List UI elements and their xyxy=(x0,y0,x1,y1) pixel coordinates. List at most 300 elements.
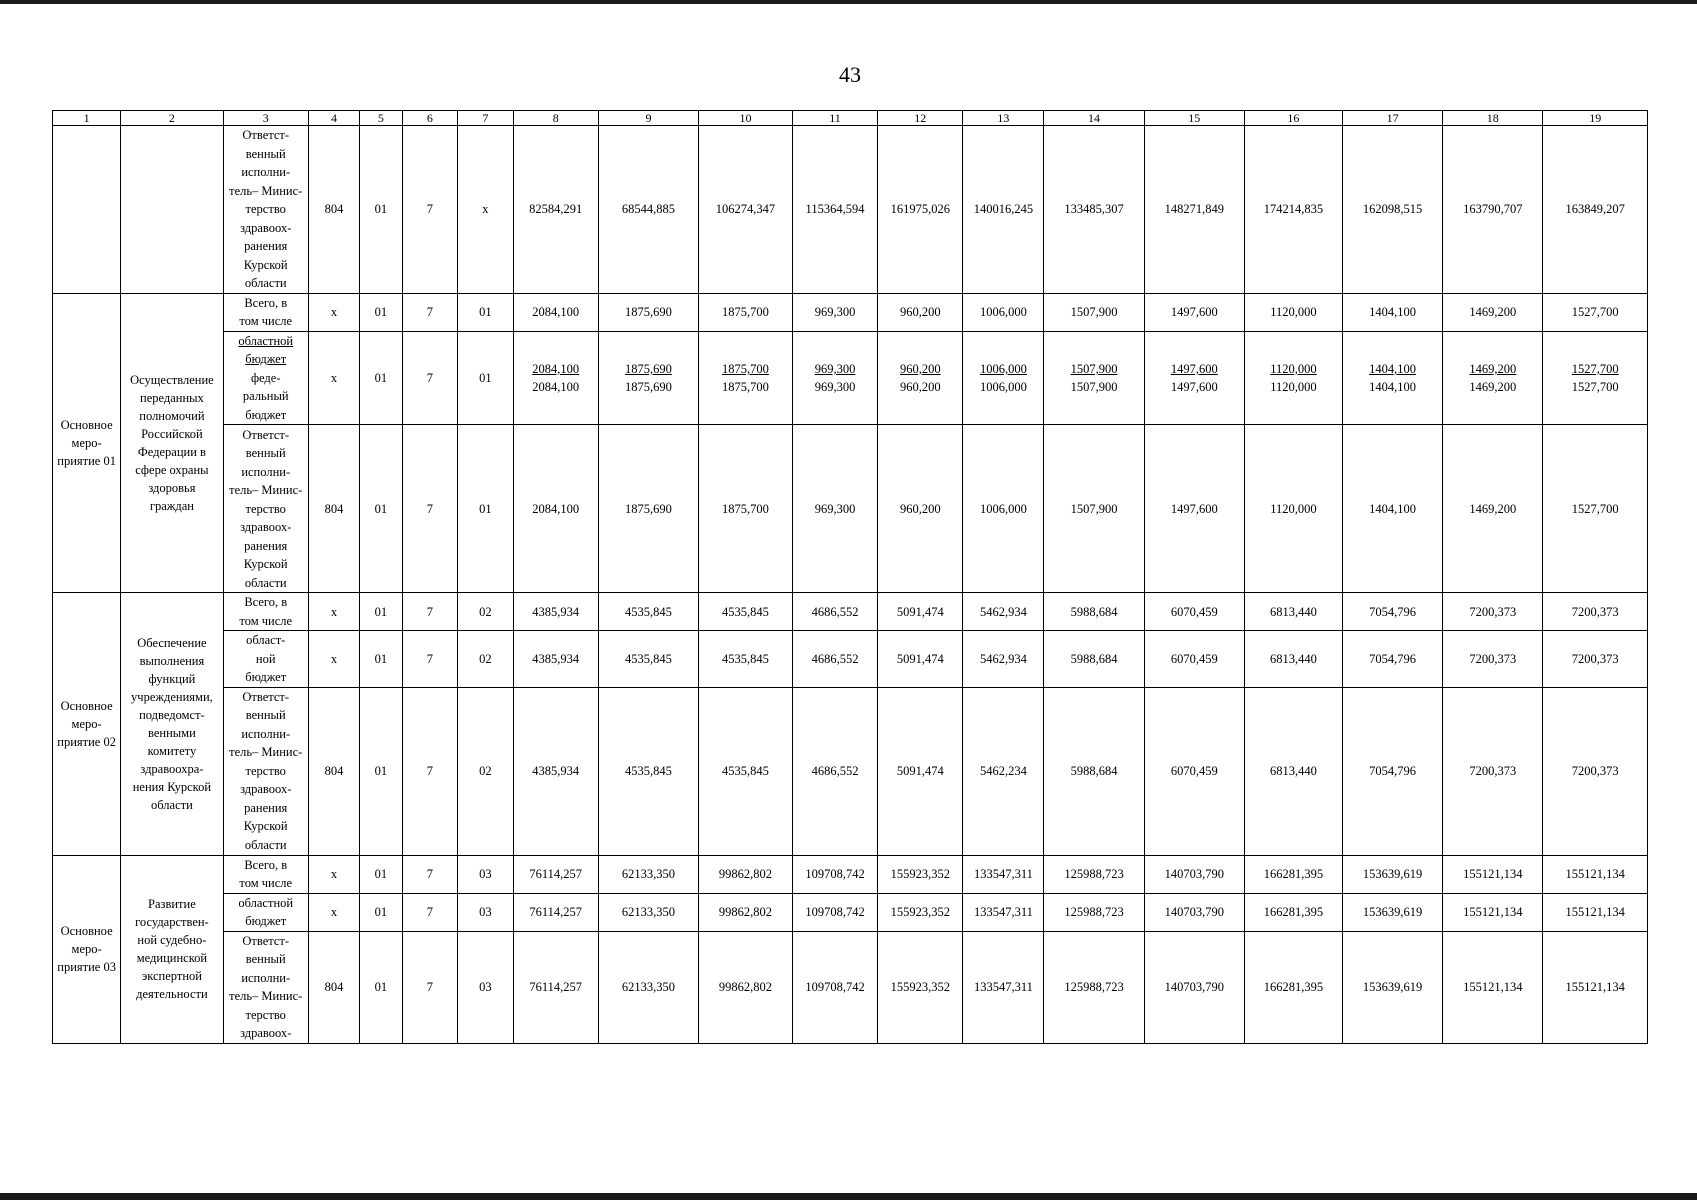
value-cell: 1469,200 xyxy=(1443,293,1543,331)
cell-line: здоровья xyxy=(148,481,196,495)
value-cell: 7200,373 xyxy=(1543,687,1648,855)
value-cell: 1507,900 xyxy=(1044,425,1144,593)
value-cell: 5091,474 xyxy=(878,631,963,688)
value-cell: 2084,100 xyxy=(513,425,598,593)
cell-line: бюджет xyxy=(245,914,287,929)
activity-description-cell xyxy=(121,293,223,592)
value-cell: 6813,440 xyxy=(1244,631,1342,688)
value-cell: 109708,742 xyxy=(792,855,877,893)
value-line: 960,200 xyxy=(899,380,941,395)
header-cell-6: 6 xyxy=(402,111,457,126)
value-cell: 155121,134 xyxy=(1443,931,1543,1043)
cell-line: терство xyxy=(245,763,286,778)
cell-line: тель– Минис- xyxy=(229,183,303,198)
value-cell: 5988,684 xyxy=(1044,593,1144,631)
value-line: 1527,700 xyxy=(1571,362,1619,377)
cell-line: Курской xyxy=(243,819,288,834)
value-line: 1875,690 xyxy=(625,362,672,377)
code-cell: 7 xyxy=(402,687,457,855)
value-line: 1469,200 xyxy=(1469,362,1517,377)
budget-table xyxy=(52,110,1648,1044)
value-cell: 153639,619 xyxy=(1342,931,1442,1043)
value-cell: 125988,723 xyxy=(1044,855,1144,893)
cell-line: тель– Минис- xyxy=(229,745,303,760)
value-cell: 140016,245 xyxy=(963,126,1044,294)
value-line: 1875,700 xyxy=(722,380,769,395)
cell-line: ной xyxy=(255,651,276,666)
cell-line: меро- xyxy=(71,942,102,957)
cell-line: областной xyxy=(238,895,294,910)
value-cell: 4686,552 xyxy=(792,631,877,688)
table-row xyxy=(53,631,1648,688)
activity-name-cell xyxy=(53,855,121,1043)
code-cell: 02 xyxy=(458,631,513,688)
value-cell: 140703,790 xyxy=(1144,855,1244,893)
value-line: 2084,100 xyxy=(532,380,580,395)
cell-line: Основное xyxy=(60,418,113,432)
value-cell: 1527,700 xyxy=(1543,293,1648,331)
value-cell: 5091,474 xyxy=(878,593,963,631)
cell-line: исполни- xyxy=(241,464,291,479)
table-row xyxy=(53,126,1648,294)
value-line: 2084,100 xyxy=(532,362,580,377)
funding-source-cell xyxy=(223,631,308,688)
header-cell-7: 7 xyxy=(458,111,513,126)
code-cell: 804 xyxy=(308,931,359,1043)
cell-line: области xyxy=(244,837,287,852)
value-cell: 133547,311 xyxy=(963,931,1044,1043)
cell-line: областной xyxy=(238,333,294,348)
value-cell: 62133,350 xyxy=(598,893,698,931)
value-cell: 4535,845 xyxy=(598,631,698,688)
value-cell: 4385,934 xyxy=(513,687,598,855)
value-cell: 99862,802 xyxy=(699,931,793,1043)
value-cell: 5988,684 xyxy=(1044,631,1144,688)
value-cell: 125988,723 xyxy=(1044,893,1144,931)
value-cell: 7200,373 xyxy=(1543,631,1648,688)
value-line: 1006,000 xyxy=(979,380,1027,395)
header-cell-4: 4 xyxy=(308,111,359,126)
code-cell: 01 xyxy=(360,687,403,855)
value-cell: 162098,515 xyxy=(1342,126,1442,294)
cell-line: ранения xyxy=(244,239,288,254)
cell-line: Курской xyxy=(243,557,288,572)
value-cell: 1404,100 xyxy=(1342,293,1442,331)
cell-line: здравоох- xyxy=(240,220,292,235)
code-cell: 7 xyxy=(402,631,457,688)
value-cell: 82584,291 xyxy=(513,126,598,294)
code-cell: 01 xyxy=(458,293,513,331)
value-cell: 115364,594 xyxy=(792,126,877,294)
cell-line: Осуществление xyxy=(130,373,214,387)
activity-name-cell xyxy=(53,593,121,855)
code-cell: 7 xyxy=(402,931,457,1043)
value-cell: 4535,845 xyxy=(699,593,793,631)
code-cell: 7 xyxy=(402,593,457,631)
cell-line: Ответст- xyxy=(242,933,290,948)
scan-top-edge xyxy=(0,0,1697,4)
value-cell: 960,200 xyxy=(878,293,963,331)
code-cell: 01 xyxy=(360,293,403,331)
cell-line: учреждениями, xyxy=(131,689,213,704)
value-cell: 133485,307 xyxy=(1044,126,1144,294)
value-cell: 7054,796 xyxy=(1342,687,1442,855)
code-cell: 01 xyxy=(360,893,403,931)
table-row xyxy=(53,855,1648,893)
value-cell: 4535,845 xyxy=(598,593,698,631)
code-cell: 7 xyxy=(402,126,457,294)
cell-line: Развитие xyxy=(148,897,196,912)
header-cell-15: 15 xyxy=(1144,111,1244,126)
cell-line: области xyxy=(244,276,287,291)
code-cell: х xyxy=(458,126,513,294)
value-cell: 1497,600 xyxy=(1144,293,1244,331)
value-cell: 7054,796 xyxy=(1342,593,1442,631)
value-cell: 155923,352 xyxy=(878,893,963,931)
table-row xyxy=(53,687,1648,855)
cell-line: Основное xyxy=(60,698,113,713)
value-cell: 109708,742 xyxy=(792,931,877,1043)
value-line: 1120,000 xyxy=(1270,380,1317,395)
cell-line: исполни- xyxy=(241,970,291,985)
cell-line: области xyxy=(151,797,193,812)
value-cell: 140703,790 xyxy=(1144,931,1244,1043)
value-line: 1507,900 xyxy=(1070,362,1118,377)
code-cell: 7 xyxy=(402,331,457,425)
cell-line: области xyxy=(244,575,287,590)
value-cell: 161975,026 xyxy=(878,126,963,294)
cell-line: выполнения xyxy=(139,653,205,668)
value-cell xyxy=(1443,331,1543,425)
header-cell-2: 2 xyxy=(121,111,223,126)
code-cell: х xyxy=(308,855,359,893)
cell-line: Основное xyxy=(60,924,113,939)
funding-source-cell xyxy=(223,893,308,931)
code-cell: 804 xyxy=(308,126,359,294)
value-cell: 1120,000 xyxy=(1244,425,1342,593)
cell-line: деятельности xyxy=(136,987,208,1002)
cell-line: Всего, в xyxy=(244,857,288,872)
value-cell: 1006,000 xyxy=(963,293,1044,331)
value-cell: 153639,619 xyxy=(1342,893,1442,931)
value-cell: 125988,723 xyxy=(1044,931,1144,1043)
funding-source-cell xyxy=(223,855,308,893)
cell-line: терство xyxy=(245,1007,286,1022)
header-row xyxy=(53,111,1648,126)
cell-line: терство xyxy=(245,501,286,516)
value-line: 1006,000 xyxy=(979,362,1027,377)
value-cell: 1120,000 xyxy=(1244,293,1342,331)
value-cell: 155923,352 xyxy=(878,931,963,1043)
value-line: 1404,100 xyxy=(1369,362,1416,377)
code-cell: 01 xyxy=(360,425,403,593)
value-cell: 7200,373 xyxy=(1443,593,1543,631)
value-cell: 5988,684 xyxy=(1044,687,1144,855)
value-cell: 1006,000 xyxy=(963,425,1044,593)
value-line: 1497,600 xyxy=(1170,380,1218,395)
header-cell-5: 5 xyxy=(360,111,403,126)
cell-line: приятие 01 xyxy=(57,454,116,468)
cell-line: тель– Минис- xyxy=(229,483,303,498)
value-cell: 155121,134 xyxy=(1543,931,1648,1043)
cell-line: исполни- xyxy=(241,726,291,741)
value-cell: 6813,440 xyxy=(1244,687,1342,855)
header-cell-9: 9 xyxy=(598,111,698,126)
value-cell: 6070,459 xyxy=(1144,631,1244,688)
code-cell: 01 xyxy=(360,931,403,1043)
code-cell: 01 xyxy=(458,425,513,593)
cell-line: Ответст- xyxy=(242,427,290,442)
cell-line: венный xyxy=(245,146,286,161)
value-cell: 99862,802 xyxy=(699,855,793,893)
value-cell xyxy=(1044,331,1144,425)
value-cell xyxy=(598,331,698,425)
value-cell: 4385,934 xyxy=(513,631,598,688)
activity-description-cell xyxy=(121,855,223,1043)
table-row xyxy=(53,893,1648,931)
code-cell: 01 xyxy=(360,126,403,294)
funding-source-cell xyxy=(223,425,308,593)
activity-name-cell xyxy=(53,126,121,294)
value-cell: 163849,207 xyxy=(1543,126,1648,294)
activity-name-cell xyxy=(53,293,121,592)
code-cell: 7 xyxy=(402,855,457,893)
value-cell: 1875,690 xyxy=(598,293,698,331)
cell-line: тель– Минис- xyxy=(229,989,303,1004)
value-cell: 1507,900 xyxy=(1044,293,1144,331)
cell-line: переданных xyxy=(140,391,204,405)
value-cell xyxy=(1244,331,1342,425)
value-cell xyxy=(878,331,963,425)
code-cell: 03 xyxy=(458,855,513,893)
value-line: 1875,700 xyxy=(722,362,769,377)
value-cell xyxy=(1543,331,1648,425)
funding-source-cell xyxy=(223,931,308,1043)
value-cell: 7200,373 xyxy=(1443,687,1543,855)
cell-line: ранения xyxy=(244,538,288,553)
value-cell: 109708,742 xyxy=(792,893,877,931)
cell-line: Всего, в xyxy=(244,595,288,610)
value-cell xyxy=(1144,331,1244,425)
cell-line: Курской xyxy=(243,257,288,272)
value-cell: 1469,200 xyxy=(1443,425,1543,593)
code-cell: 7 xyxy=(402,293,457,331)
cell-line: област- xyxy=(246,633,286,648)
cell-line: меро- xyxy=(71,716,102,731)
funding-source-cell xyxy=(223,126,308,294)
value-cell: 5462,234 xyxy=(963,687,1044,855)
cell-line: венными xyxy=(148,725,196,740)
header-cell-19: 19 xyxy=(1543,111,1648,126)
value-cell: 106274,347 xyxy=(699,126,793,294)
code-cell: х xyxy=(308,631,359,688)
cell-line: Ответст- xyxy=(242,128,290,143)
value-cell: 166281,395 xyxy=(1244,855,1342,893)
value-cell: 4535,845 xyxy=(699,687,793,855)
code-cell: 01 xyxy=(360,593,403,631)
value-cell: 6070,459 xyxy=(1144,687,1244,855)
value-line: 960,200 xyxy=(899,362,941,377)
code-cell: 7 xyxy=(402,425,457,593)
value-line: 1469,200 xyxy=(1469,380,1517,395)
cell-line: Всего, в xyxy=(244,295,288,310)
header-cell-13: 13 xyxy=(963,111,1044,126)
value-cell: 68544,885 xyxy=(598,126,698,294)
header-cell-10: 10 xyxy=(699,111,793,126)
value-cell: 6070,459 xyxy=(1144,593,1244,631)
value-cell: 155121,134 xyxy=(1443,893,1543,931)
value-cell: 969,300 xyxy=(792,293,877,331)
table-row xyxy=(53,593,1648,631)
cell-line: венный xyxy=(245,952,286,967)
activity-description-cell xyxy=(121,126,223,294)
code-cell: 7 xyxy=(402,893,457,931)
value-cell: 148271,849 xyxy=(1144,126,1244,294)
value-cell: 133547,311 xyxy=(963,893,1044,931)
cell-line: бюджет xyxy=(245,407,287,422)
cell-line: подведомст- xyxy=(139,707,205,722)
value-cell: 1497,600 xyxy=(1144,425,1244,593)
value-cell: 5462,934 xyxy=(963,631,1044,688)
value-cell: 174214,835 xyxy=(1244,126,1342,294)
code-cell: 03 xyxy=(458,931,513,1043)
page-number: 43 xyxy=(839,62,861,87)
value-cell xyxy=(792,331,877,425)
cell-line: нения Курской xyxy=(132,779,212,794)
cell-line: здравоох- xyxy=(240,1026,292,1041)
cell-line: феде- xyxy=(250,370,281,385)
value-cell xyxy=(513,331,598,425)
value-cell: 4535,845 xyxy=(598,687,698,855)
cell-line: том числе xyxy=(239,613,293,628)
code-cell: 02 xyxy=(458,593,513,631)
value-cell: 166281,395 xyxy=(1244,931,1342,1043)
cell-line: венный xyxy=(245,446,286,461)
value-cell: 133547,311 xyxy=(963,855,1044,893)
value-line: 1507,900 xyxy=(1070,380,1118,395)
value-cell: 155121,134 xyxy=(1543,893,1648,931)
value-cell: 960,200 xyxy=(878,425,963,593)
code-cell: х xyxy=(308,593,359,631)
value-line: 1497,600 xyxy=(1170,362,1218,377)
cell-line: ной судебно- xyxy=(137,933,207,948)
cell-line: исполни- xyxy=(241,165,291,180)
value-cell: 1527,700 xyxy=(1543,425,1648,593)
cell-line: функций xyxy=(148,671,196,686)
cell-line: государствен- xyxy=(135,915,209,930)
code-cell: х xyxy=(308,293,359,331)
value-cell: 62133,350 xyxy=(598,931,698,1043)
code-cell: 01 xyxy=(360,631,403,688)
cell-line: бюджет xyxy=(245,670,287,685)
cell-line: Обеспечение xyxy=(137,635,207,650)
value-cell: 163790,707 xyxy=(1443,126,1543,294)
cell-line: комитету xyxy=(147,743,197,758)
value-cell: 99862,802 xyxy=(699,893,793,931)
value-cell: 4686,552 xyxy=(792,593,877,631)
funding-source-cell xyxy=(223,687,308,855)
value-cell: 4686,552 xyxy=(792,687,877,855)
cell-line: Российской xyxy=(141,427,203,441)
cell-line: здравоохра- xyxy=(140,761,204,776)
value-cell: 155121,134 xyxy=(1443,855,1543,893)
header-cell-8: 8 xyxy=(513,111,598,126)
activity-description-cell xyxy=(121,593,223,855)
cell-line: меро- xyxy=(71,436,102,450)
header-cell-12: 12 xyxy=(878,111,963,126)
cell-line: венный xyxy=(245,708,286,723)
value-cell: 7200,373 xyxy=(1543,593,1648,631)
code-cell: 804 xyxy=(308,687,359,855)
scan-bottom-edge xyxy=(0,1193,1697,1200)
cell-line: том числе xyxy=(239,314,293,329)
header-cell-1: 1 xyxy=(53,111,121,126)
value-line: 1875,690 xyxy=(625,380,672,395)
cell-line: граждан xyxy=(149,499,194,513)
table-row xyxy=(53,331,1648,425)
cell-line: ранения xyxy=(244,800,288,815)
value-cell: 76114,257 xyxy=(513,931,598,1043)
value-cell: 4535,845 xyxy=(699,631,793,688)
value-cell: 6813,440 xyxy=(1244,593,1342,631)
value-cell: 76114,257 xyxy=(513,855,598,893)
code-cell: 01 xyxy=(360,331,403,425)
value-cell: 155923,352 xyxy=(878,855,963,893)
value-cell: 5091,474 xyxy=(878,687,963,855)
header-cell-11: 11 xyxy=(792,111,877,126)
value-line: 1120,000 xyxy=(1270,362,1317,377)
funding-source-cell xyxy=(223,293,308,331)
value-cell: 166281,395 xyxy=(1244,893,1342,931)
value-cell: 153639,619 xyxy=(1342,855,1442,893)
header-cell-17: 17 xyxy=(1342,111,1442,126)
value-cell xyxy=(1342,331,1442,425)
code-cell: 804 xyxy=(308,425,359,593)
cell-line: сфере охраны xyxy=(135,463,209,477)
value-cell: 1875,700 xyxy=(699,293,793,331)
funding-source-cell xyxy=(223,593,308,631)
cell-line: здравоох- xyxy=(240,782,292,797)
code-cell: 02 xyxy=(458,687,513,855)
code-cell: 01 xyxy=(360,855,403,893)
cell-line: приятие 03 xyxy=(57,960,116,975)
cell-line: экспертной xyxy=(141,969,202,984)
cell-line: терство xyxy=(245,202,286,217)
table-row xyxy=(53,425,1648,593)
value-cell xyxy=(699,331,793,425)
value-cell: 155121,134 xyxy=(1543,855,1648,893)
value-cell: 5462,934 xyxy=(963,593,1044,631)
table-row xyxy=(53,293,1648,331)
value-line: 969,300 xyxy=(814,362,856,377)
value-cell: 1404,100 xyxy=(1342,425,1442,593)
code-cell: х xyxy=(308,893,359,931)
cell-line: том числе xyxy=(239,876,293,891)
cell-line: Федерации в xyxy=(137,445,206,459)
code-cell: 01 xyxy=(458,331,513,425)
cell-line: бюджет xyxy=(245,352,287,367)
value-cell: 1875,700 xyxy=(699,425,793,593)
value-cell: 2084,100 xyxy=(513,293,598,331)
funding-source-cell xyxy=(223,331,308,425)
table-row xyxy=(53,931,1648,1043)
code-cell: 03 xyxy=(458,893,513,931)
value-cell: 140703,790 xyxy=(1144,893,1244,931)
cell-line: полномочий xyxy=(139,409,205,423)
value-cell: 62133,350 xyxy=(598,855,698,893)
cell-line: медицинской xyxy=(136,951,208,966)
value-cell: 4385,934 xyxy=(513,593,598,631)
